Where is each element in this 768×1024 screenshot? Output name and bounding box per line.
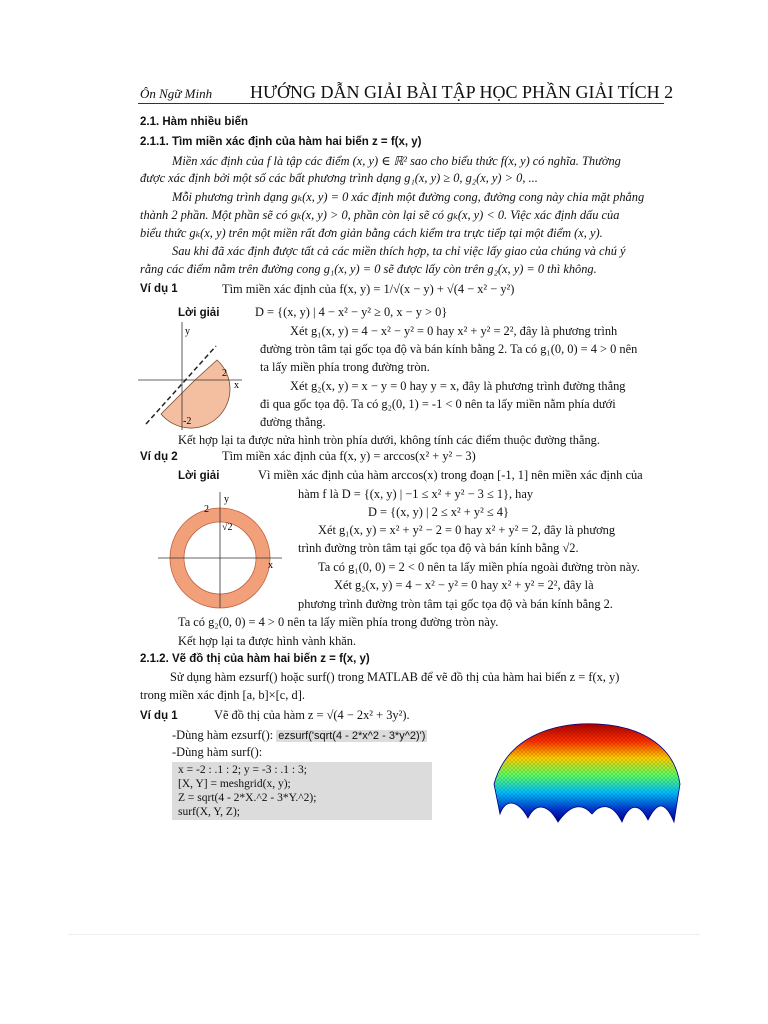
fig1-y-label: y bbox=[185, 326, 190, 337]
example-3-label: Ví dụ 1 bbox=[140, 710, 178, 722]
fig1-two-label: 2 bbox=[222, 368, 227, 379]
example-2-task: Tìm miền xác định của f(x, y) = arccos(x² + y² − 3) bbox=[222, 449, 476, 463]
example-1-label: Ví dụ 1 bbox=[140, 283, 178, 295]
intro-line: được xác định bởi một số các bất phương trình dạng g₁(x, y) ≥ 0, g₂(x, y) > 0, ... bbox=[140, 171, 538, 185]
code-line: [X, Y] = meshgrid(x, y); bbox=[178, 778, 291, 790]
intro-line: Sau khi đã xác định được tất cả các miền thích hợp, ta chỉ việc lấy giao của chúng và chú ý bbox=[172, 244, 626, 258]
fig2-two-label: 2 bbox=[204, 504, 209, 515]
example-2-line: Xét g₂(x, y) = 4 − x² − y² = 0 hay x² + y² = 2², đây là bbox=[334, 578, 594, 592]
example-2-label: Ví dụ 2 bbox=[140, 451, 178, 463]
example-1-line: đường tròn tâm tại gốc tọa độ và bán kính bằng 2. Ta có g₁(0, 0) = 4 > 0 nên bbox=[260, 342, 638, 356]
example-2-line: Ta có g₁(0, 0) = 2 < 0 nên ta lấy miền phía ngoài đường tròn này. bbox=[318, 560, 640, 574]
fig1-x-label: x bbox=[234, 380, 239, 391]
header-author: Ôn Ngữ Minh bbox=[140, 86, 213, 101]
section-2-1-2-line: trong miền xác định [a, b]×[c, d]. bbox=[140, 688, 305, 702]
example-1-task: Tìm miền xác định của f(x, y) = 1/√(x − y) + √(4 − x² − y²) bbox=[222, 282, 515, 296]
ezsurf-line bbox=[172, 728, 427, 743]
fig1-minus-two-label: -2 bbox=[183, 416, 192, 427]
header-title: HƯỚNG DẪN GIẢI BÀI TẬP HỌC PHẦN GIẢI TÍCH 2 bbox=[250, 82, 674, 102]
intro-line: biểu thức gₖ(x, y) trên một miền rất đơn giản bằng cách kiểm tra trực tiếp tại một điểm (x, y). bbox=[140, 226, 603, 240]
example-3-task: Vẽ đồ thị của hàm z = √(4 − 2x² + 3y²). bbox=[214, 708, 410, 722]
intro-line: Mỗi phương trình dạng gₖ(x, y) = 0 xác định một đường cong, đường cong này chia mặt phẳng bbox=[172, 190, 645, 204]
example-1-figure bbox=[138, 320, 256, 432]
example-1-solution-label: Lời giải bbox=[178, 307, 220, 319]
ezsurf-label: -Dùng hàm ezsurf(): bbox=[172, 728, 277, 742]
fig2-sqrt2-label: √2 bbox=[222, 522, 233, 533]
intro-line: thành 2 phần. Một phần sẽ có gₖ(x, y) > 0, phần còn lại sẽ có gₖ(x, y) < 0. Việc xác định dấu của bbox=[140, 208, 620, 222]
example-2-solution-label: Lời giải bbox=[178, 470, 220, 482]
example-1-line: Xét g₂(x, y) = x − y = 0 hay y = x, đây là phương trình đường thẳng bbox=[290, 379, 626, 393]
footer-rule bbox=[68, 934, 700, 935]
example-2-line: D = {(x, y) | 2 ≤ x² + y² ≤ 4} bbox=[368, 505, 509, 519]
surface-plot-image bbox=[488, 714, 684, 826]
code-line: Z = sqrt(4 - 2*X.^2 - 3*Y.^2); bbox=[178, 792, 317, 804]
example-2-line: Vì miền xác định của hàm arccos(x) trong đoạn [-1, 1] nên miền xác định của bbox=[258, 468, 643, 482]
example-2-line: Kết hợp lại ta được hình vành khăn. bbox=[178, 634, 357, 648]
code-line: x = -2 : .1 : 2; y = -3 : .1 : 3; bbox=[178, 764, 307, 776]
code-line: surf(X, Y, Z); bbox=[178, 806, 240, 818]
header-rule bbox=[138, 103, 664, 104]
example-1-line: Kết hợp lại ta được nửa hình tròn phía dưới, không tính các điểm thuộc đường thẳng. bbox=[178, 433, 600, 447]
fig2-y-label: y bbox=[224, 494, 229, 505]
example-2-line: phương trình đường tròn tâm tại gốc tọa độ và bán kính bằng 2. bbox=[298, 597, 613, 611]
surf-label: -Dùng hàm surf(): bbox=[172, 745, 263, 759]
fig2-x-label: x bbox=[268, 560, 273, 571]
example-2-line: hàm f là D = {(x, y) | −1 ≤ x² + y² − 3 ≤ 1}, hay bbox=[298, 487, 534, 501]
example-2-line: Xét g₁(x, y) = x² + y² − 2 = 0 hay x² + y² = 2, đây là phương bbox=[318, 523, 616, 537]
example-2-line: Ta có g₂(0, 0) = 4 > 0 nên ta lấy miền phía trong đường tròn này. bbox=[178, 615, 499, 629]
section-heading-2-1: 2.1. Hàm nhiều biến bbox=[140, 116, 248, 128]
example-1-line: đường thẳng. bbox=[260, 415, 326, 429]
section-heading-2-1-2: 2.1.2. Vẽ đồ thị của hàm hai biến z = f(x, y) bbox=[140, 653, 370, 665]
example-2-figure bbox=[158, 490, 288, 610]
section-heading-2-1-1: 2.1.1. Tìm miền xác định của hàm hai biến z = f(x, y) bbox=[140, 136, 422, 148]
ezsurf-code: ezsurf('sqrt(4 - 2*x^2 - 3*y^2)') bbox=[278, 730, 426, 742]
intro-line: rằng các điểm nằm trên đường cong g₁(x, y) = 0 sẽ được lấy còn trên g₂(x, y) = 0 thì không. bbox=[140, 262, 597, 276]
example-1-line: Xét g₁(x, y) = 4 − x² − y² = 0 hay x² + y² = 2², đây là phương trình bbox=[290, 324, 618, 338]
example-2-line: trình đường tròn tâm tại gốc tọa độ và bán kính bằng √2. bbox=[298, 541, 579, 555]
section-2-1-2-line: Sử dụng hàm ezsurf() hoặc surf() trong MATLAB để vẽ đồ thị của hàm hai biến z = f(x, y) bbox=[170, 670, 620, 684]
example-1-domain: D = {(x, y) | 4 − x² − y² ≥ 0, x − y > 0} bbox=[255, 305, 448, 319]
intro-line: Miền xác định của f là tập các điểm (x, y) ∈ ℝ² sao cho biểu thức f(x, y) có nghĩa. Thường bbox=[172, 154, 621, 168]
example-1-line: ta lấy miền phía trong đường tròn. bbox=[260, 360, 430, 374]
example-1-line: đi qua gốc tọa độ. Ta có g₂(0, 1) = -1 < 0 nên ta lấy miền nằm phía dưới bbox=[260, 397, 616, 411]
